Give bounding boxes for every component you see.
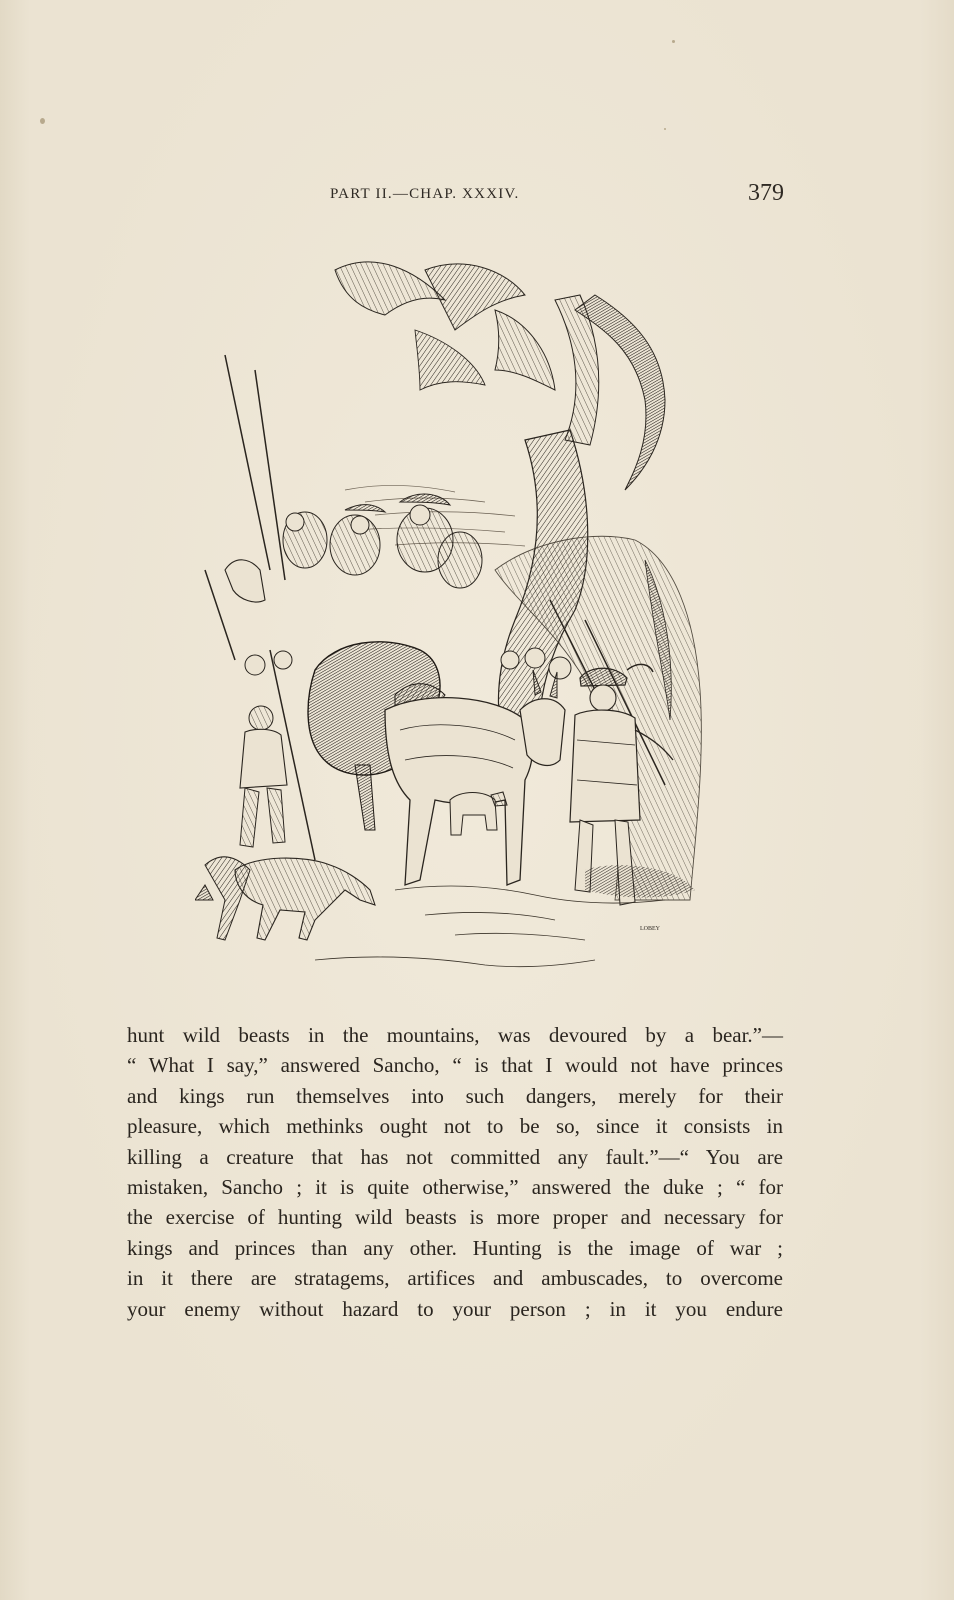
text-line: “ What I say,” answered Sancho, “ is that I would not have princes xyxy=(127,1053,783,1078)
paper-speck xyxy=(672,40,675,43)
engraving-svg xyxy=(195,240,725,985)
text-line: in it there are stratagems, artifices and ambuscades, to overcome xyxy=(127,1266,783,1291)
text-line: kings and princes than any other. Hunting is the image of war ; xyxy=(127,1235,783,1260)
text-line: mistaken, Sancho ; it is quite otherwise,” answered the duke ; “ for xyxy=(127,1174,783,1199)
running-head: PART II.—CHAP. XXXIV. xyxy=(330,186,520,202)
paper-speck xyxy=(664,128,666,130)
paper-speck xyxy=(40,118,45,124)
text-line: your enemy without hazard to your person ; in it you endure xyxy=(127,1296,783,1321)
text-line: and kings run themselves into such dangers, merely for their xyxy=(127,1083,783,1108)
page-number: 379 xyxy=(748,180,784,206)
body-text xyxy=(127,1020,783,1324)
engraver-signature: LOBEY xyxy=(640,926,660,932)
text-line: pleasure, which methinks ought not to be so, since it consists in xyxy=(127,1114,783,1139)
text-line: hunt wild beasts in the mountains, was devoured by a bear.”— xyxy=(127,1023,783,1047)
text-line: the exercise of hunting wild beasts is more proper and necessary for xyxy=(127,1205,783,1230)
text-line: killing a creature that has not committed any fault.”—“ You are xyxy=(127,1144,783,1169)
hunting-scene-engraving-icon xyxy=(195,240,725,985)
